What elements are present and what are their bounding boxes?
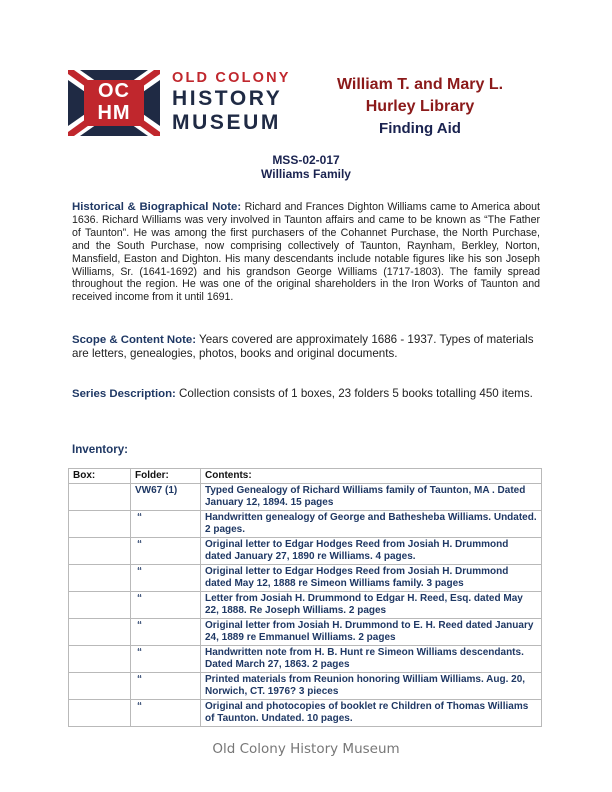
cell-folder: “ [131, 700, 201, 727]
page-footer: Old Colony History Museum [212, 741, 400, 757]
series-description-text: Collection consists of 1 boxes, 23 folders 5 books totalling 450 items. [175, 387, 533, 400]
cell-contents: Printed materials from Reunion honoring William Williams. Aug. 20, Norwich, CT. 1976? 3 pieces [201, 673, 542, 700]
cell-contents: Original and photocopies of booklet re Children of Thomas Williams of Taunton. Undated. 10 pages. [201, 700, 542, 727]
cell-folder: “ [131, 538, 201, 565]
table-row [69, 484, 542, 511]
table-row [69, 538, 542, 565]
collection-id: MSS-02-017 [272, 153, 340, 167]
scope-note-text: Years covered are approximately 1686 - 1937. Types of materials are letters, genealogies, photos, books and original documents. [72, 333, 534, 360]
cell-contents: Typed Genealogy of Richard Williams family of Taunton, MA . Dated January 12, 1894. 15 pages [201, 484, 542, 511]
logo-wordmark [172, 70, 291, 135]
scope-note [72, 333, 540, 361]
table-row [69, 565, 542, 592]
series-description [72, 387, 540, 401]
collection-title [0, 153, 612, 181]
cell-box [69, 484, 131, 511]
historical-note [72, 201, 540, 304]
cell-box [69, 565, 131, 592]
cell-contents: Original letter to Edgar Hodges Reed from Josiah H. Drummond dated May 12, 1888 re Simeon Williams family. 3 pages [201, 565, 542, 592]
logo-initials-bottom: HM [97, 102, 131, 124]
logo-line-museum: MUSEUM [172, 111, 281, 134]
cell-folder: “ [131, 673, 201, 700]
logo-line-old-colony: OLD COLONY [172, 70, 291, 86]
cell-box [69, 592, 131, 619]
logo-initials [84, 80, 144, 126]
logo-line-history: HISTORY [172, 87, 283, 110]
library-title-line1: William T. and Mary L. [336, 76, 504, 93]
series-description-label: Series Description: [72, 388, 176, 400]
cell-folder: “ [131, 619, 201, 646]
table-row [69, 592, 542, 619]
header-box: Box: [69, 469, 131, 484]
cell-folder: “ [131, 592, 201, 619]
cell-box [69, 673, 131, 700]
historical-note-label: Historical & Biographical Note: [72, 201, 242, 213]
table-row [69, 700, 542, 727]
header-contents: Contents: [201, 469, 542, 484]
cell-folder: “ [131, 565, 201, 592]
cell-folder: VW67 (1) [131, 484, 201, 511]
cell-box [69, 700, 131, 727]
historical-note-text: Richard and Frances Dighton Williams came to America about 1636. Richard Williams was very involved in Taunton affairs and came to be known as “The Father of Taunton”. He was among the first purchasers of the Cohannet Purchase, the North Purchase, and the South Purchase, now comprising collectively of Taunton, Raynham, Berkley, Norton, Mansfield, Easton and Dighton. His many descendants include notable figures like his son Joseph Williams, Sr. (1641-1692) and his grandson George Williams (1717-1803). The family spread throughout the region. He was one of the original shareholders in the Iron Works of Taunton and received income from it until 1691. [72, 201, 540, 304]
cell-contents: Original letter to Edgar Hodges Reed from Josiah H. Drummond dated January 27, 1890 re Williams. 4 pages. [201, 538, 542, 565]
cell-folder: “ [131, 646, 201, 673]
table-row [69, 673, 542, 700]
cell-folder: “ [131, 511, 201, 538]
inventory-table [68, 468, 542, 727]
cell-box [69, 619, 131, 646]
cell-box [69, 538, 131, 565]
table-row [69, 511, 542, 538]
inventory-label: Inventory: [72, 443, 129, 456]
union-jack-flag-icon [68, 70, 160, 136]
cell-contents: Original letter from Josiah H. Drummond to E. H. Reed dated January 24, 1889 re Emmanuel Williams. 2 pages [201, 619, 542, 646]
library-title [310, 74, 530, 140]
cell-contents: Handwritten genealogy of George and Bathesheba Williams. Undated. 2 pages. [201, 511, 542, 538]
collection-name: Williams Family [261, 167, 351, 181]
library-title-line2: Hurley Library [365, 98, 475, 115]
cell-box [69, 646, 131, 673]
library-title-line3: Finding Aid [379, 120, 461, 137]
logo-initials-top: OC [98, 80, 130, 102]
table-row [69, 646, 542, 673]
scope-note-label: Scope & Content Note: [72, 334, 197, 346]
inventory-header-row [69, 469, 542, 484]
museum-logo [68, 70, 298, 136]
cell-contents: Handwritten note from H. B. Hunt re Simeon Williams descendants. Dated March 27, 1863. 2 pages [201, 646, 542, 673]
cell-box [69, 511, 131, 538]
table-row [69, 619, 542, 646]
cell-contents: Letter from Josiah H. Drummond to Edgar H. Reed, Esq. dated May 22, 1888. Re Joseph Williams. 2 pages [201, 592, 542, 619]
header-folder: Folder: [131, 469, 201, 484]
